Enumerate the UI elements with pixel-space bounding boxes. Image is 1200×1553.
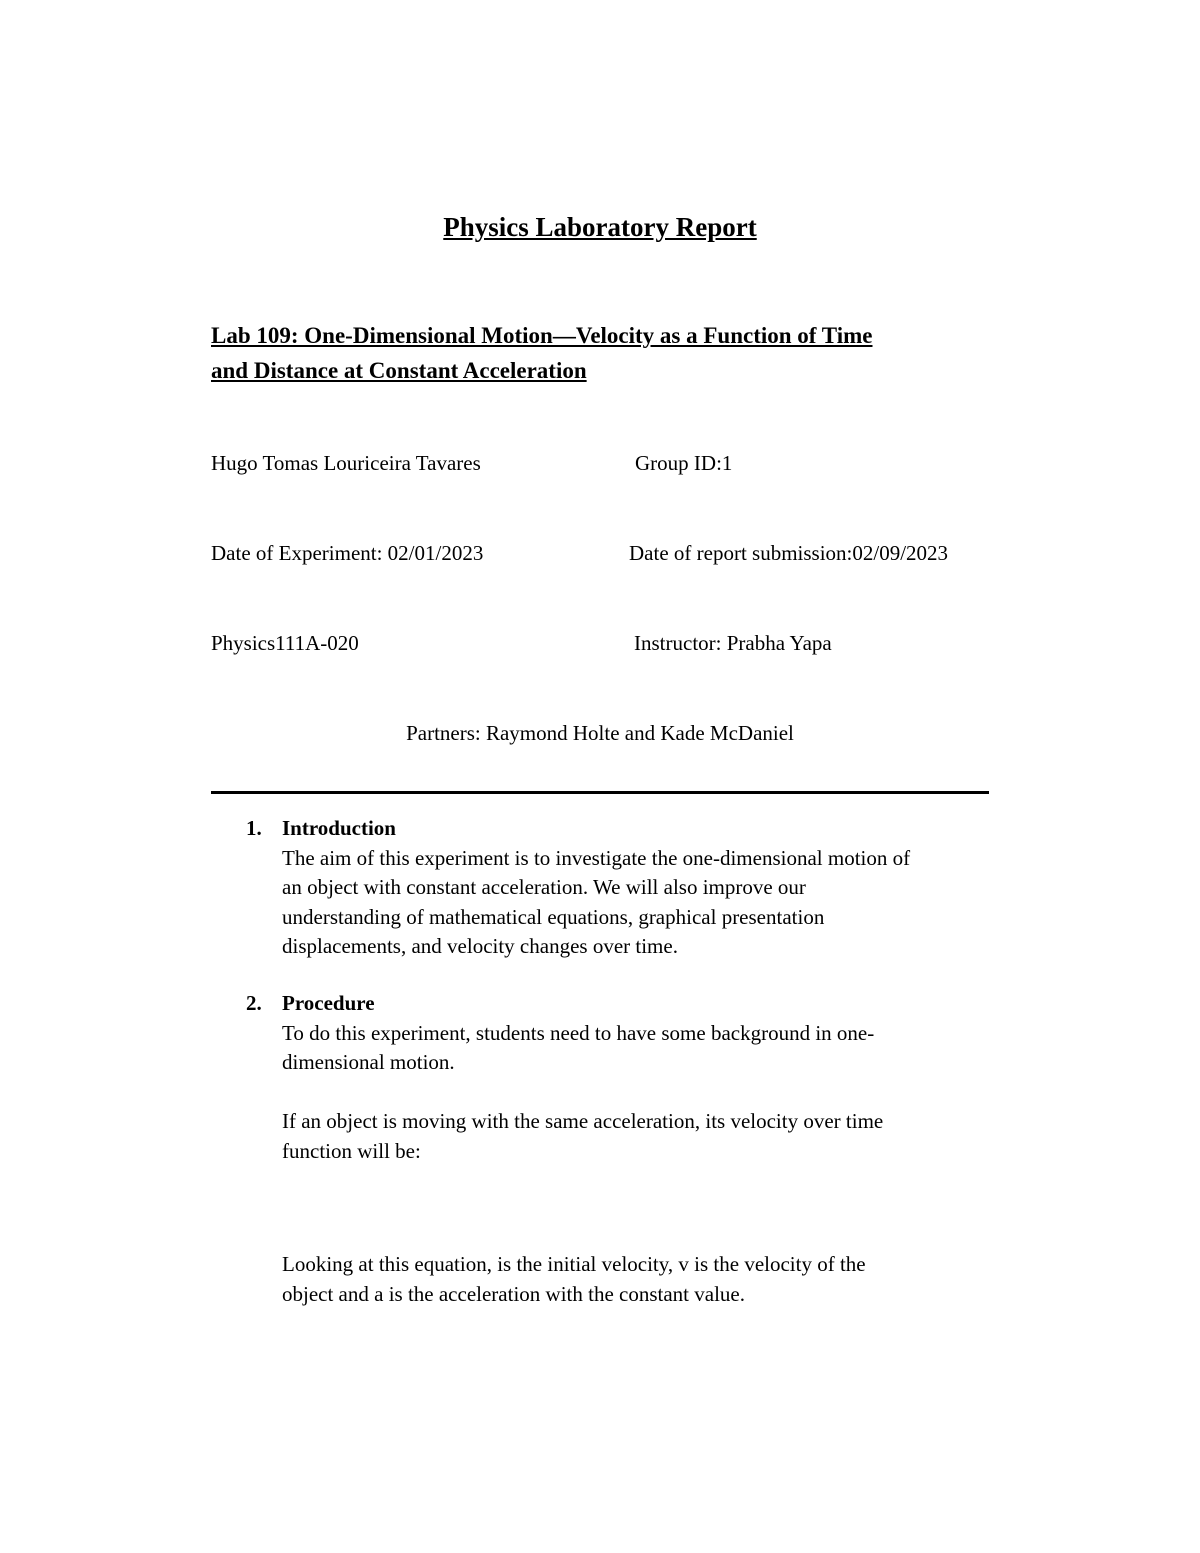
text-line: object and a is the acceleration with the constant value.: [282, 1281, 745, 1306]
text-line: understanding of mathematical equations, graphical presentation: [282, 904, 825, 929]
lab-title-line-1: Lab 109: One-Dimensional Motion—Velocity as a Function of Time: [211, 323, 873, 348]
section-body: [282, 1250, 982, 1309]
lab-title-line-2: and Distance at Constant Acceleration: [211, 358, 587, 383]
date-of-experiment: Date of Experiment: 02/01/2023: [211, 541, 484, 565]
text-line: function will be:: [282, 1138, 421, 1163]
text-line: If an object is moving with the same acceleration, its velocity over time: [282, 1109, 884, 1133]
group-id: Group ID:1: [635, 451, 733, 475]
section-body: [282, 989, 982, 1078]
section-number: 1.: [246, 816, 262, 840]
text-line: The aim of this experiment is to investigate the one-dimensional motion of: [282, 845, 911, 870]
section-body: [282, 1107, 982, 1166]
horizontal-rule: [211, 791, 989, 794]
text-line: To do this experiment, students need to have some background in one-: [282, 1020, 875, 1045]
partners: Partners: Raymond Holte and Kade McDaniel: [406, 721, 794, 745]
section-heading: Introduction: [282, 816, 396, 840]
lab-title: [211, 318, 991, 388]
section-number: 2.: [246, 991, 262, 1015]
text-line: dimensional motion.: [282, 1050, 455, 1074]
section-heading: Procedure: [282, 991, 375, 1015]
text-line: displacements, and velocity changes over time.: [282, 934, 678, 958]
section-body: [282, 814, 982, 962]
text-line: an object with constant acceleration. We will also improve our: [282, 875, 806, 899]
text-line: Looking at this equation, is the initial velocity, v is the velocity of the: [282, 1252, 866, 1276]
author-name: Hugo Tomas Louriceira Tavares: [211, 451, 481, 475]
course-code: Physics111A-020: [211, 631, 359, 655]
instructor: Instructor: Prabha Yapa: [634, 631, 832, 655]
report-title: Physics Laboratory Report: [443, 212, 757, 242]
date-of-submission: Date of report submission:02/09/2023: [629, 541, 949, 565]
